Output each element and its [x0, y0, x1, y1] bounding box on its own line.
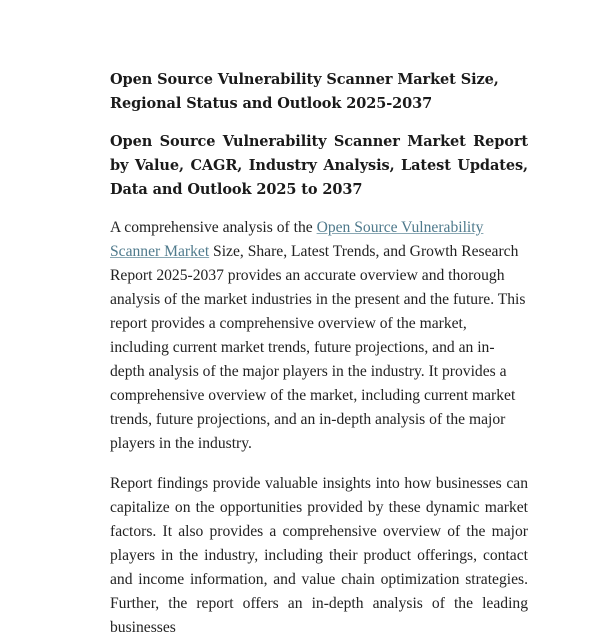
market-report-link[interactable]: Open Source Vulnerability Scanner Market: [110, 219, 484, 260]
intro-paragraph: [110, 216, 528, 456]
findings-paragraph: Report findings provide valuable insights into how businesses can capitalize on the opportunities provided by these dynamic market factors. It also provides a comprehensive overview of the major players in the industry, including their product offerings, contact and income information, and value chain optimization strategies. Further, the report offers an in-depth analysis of the leading businesses: [110, 475, 528, 636]
intro-text-after-link: Size, Share, Latest Trends, and Growth Research Report 2025-2037 provides an accurate overview and thorough analysis of the market industries in the present and the future. This report provides a comprehensive overview of the market, including current market trends, future projections, and an in-depth analysis of the major players in the industry. It provides a comprehensive overview of the market, including current market trends, future projections, and an in-depth analysis of the major players in the industry.: [110, 243, 526, 452]
document-page: [110, 68, 528, 640]
intro-text-before-link: A comprehensive analysis of the: [110, 219, 317, 236]
document-subtitle: Open Source Vulnerability Scanner Market Report by Value, CAGR, Industry Analysis, Latest Updates, Data and Outlook 2025 to 2037: [110, 133, 528, 198]
document-title: Open Source Vulnerability Scanner Market Size, Regional Status and Outlook 2025-2037: [110, 71, 499, 112]
